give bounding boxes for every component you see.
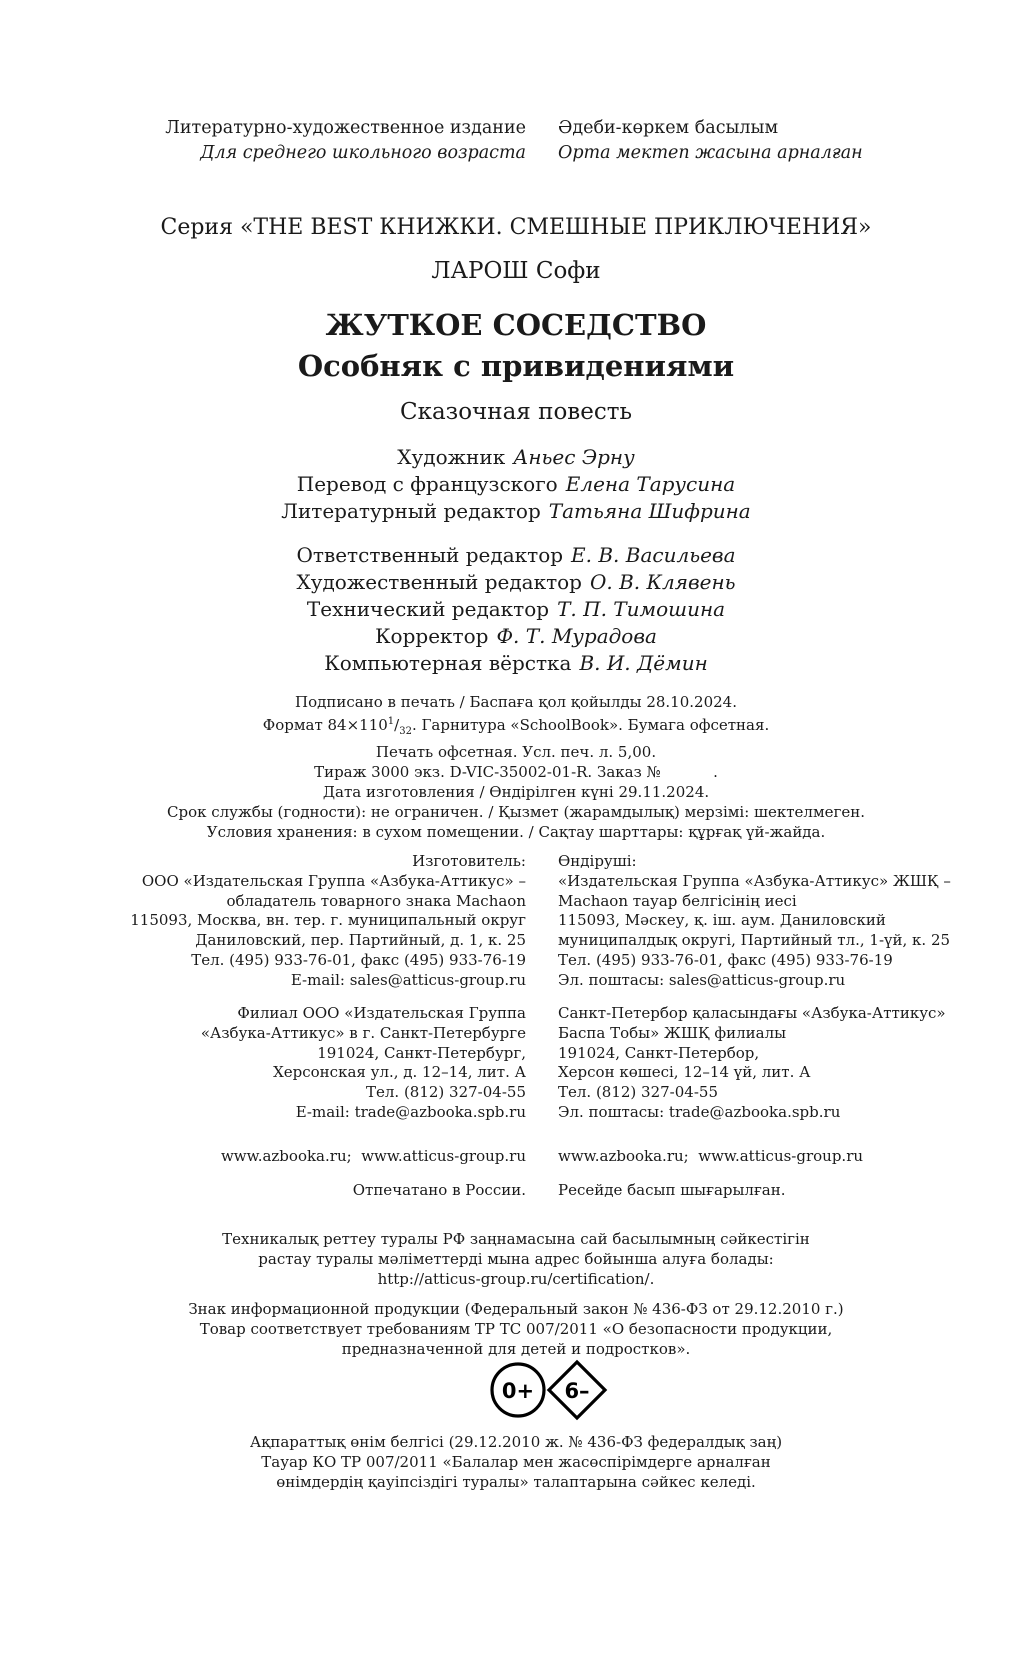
signed-date: Подписано в печать / Баспаға қол қойылды 28.10.2024. (295, 693, 737, 711)
text-line: Даниловский, пер. Партийный, д. 1, к. 25 (195, 931, 526, 950)
credit-person: Аньес Эрну (513, 445, 635, 469)
credit-role: Корректор (375, 624, 489, 648)
service-life: Срок службы (годности): не ограничен. / Қызмет (жарамдылық) мерзімі: шектелмеген. (167, 803, 865, 821)
websites-kz[interactable]: www.azbooka.ru; www.atticus-group.ru (558, 1147, 864, 1165)
credit-person: Татьяна Шифрина (548, 499, 751, 523)
printed-ru-col (56, 1181, 526, 1201)
text-line: Баспа Тобы» ЖШҚ филиалы (558, 1023, 787, 1042)
credit-row (0, 542, 1032, 569)
format-line: Формат $84\times 110^1/_{32}$. Гарнитура «SchoolBook». Бумага офсетная. (262, 716, 770, 737)
info-sign-ru (0, 1299, 1032, 1359)
manufacturer-kz (558, 852, 1028, 991)
text-line: ООО «Издательская Группа «Азбука-Аттикус» – (141, 871, 526, 890)
series-name: Серия «THE BEST КНИЖКИ. СМЕШНЫЕ ПРИКЛЮЧЕНИЯ» (160, 215, 872, 240)
age-badges-svg (488, 1359, 608, 1421)
text-line: муниципалдық округі, Партийный тл., 1-үй, к. 25 (558, 931, 951, 950)
text-line: растау туралы мәліметтерді мына адрес бойынша алуға болады: (258, 1250, 774, 1268)
websites-ru-col (56, 1147, 526, 1167)
certification-link[interactable]: http://atticus-group.ru/certification/. (377, 1270, 655, 1288)
book-genre: Сказочная повесть (399, 399, 632, 425)
certification-note (0, 1229, 1032, 1289)
text-line: 191024, Санкт-Петербор, (558, 1043, 760, 1062)
credit-role: Ответственный редактор (296, 543, 564, 567)
text-line: E-mail: trade@azbooka.spb.ru (295, 1102, 526, 1121)
text-line: обладатель товарного знака Machaon (226, 891, 526, 910)
text-line: 115093, Мәскеу, қ. іш. аум. Даниловский (558, 911, 886, 930)
text-line: Товар соответствует требованиям ТР ТС 007/2011 «О безопасности продукции, (199, 1320, 833, 1338)
text-line: Санкт-Петербор қаласындағы «Азбука-Аттикус» (558, 1004, 946, 1022)
print-type: Печать офсетная. Усл. печ. л. 5,00. (375, 743, 657, 761)
text-line: Изготовитель: (412, 852, 526, 870)
circulation: Тираж 3000 экз. D-VIC-35002-01-R. Заказ № . (314, 763, 718, 781)
storage-conditions: Условия хранения: в сухом помещении. / Сақтау шарттары: құрғақ үй-жайда. (206, 823, 826, 841)
text-line: Эл. поштасы: trade@azbooka.spb.ru (558, 1102, 841, 1121)
credit-role: Компьютерная вёрстка (324, 651, 572, 675)
text-line: Өндіруші: (558, 852, 637, 870)
age-circle-label: 0+ (501, 1379, 535, 1403)
edition-type-kz: Әдеби-көркем басылым (558, 118, 779, 138)
text-line: предназначенной для детей и подростков». (341, 1340, 691, 1358)
text-line: Ақпараттық өнім белгісі (29.12.2010 ж. № 436-ФЗ федералдық заң) (249, 1433, 783, 1451)
book-title: ЖУТКОЕ СОСЕДСТВО (325, 308, 707, 342)
credit-row (0, 498, 1032, 525)
branch-ru (56, 1004, 526, 1123)
printed-in-kz: Ресейде басып шығарылған. (558, 1181, 786, 1199)
branch-kz (558, 1004, 1028, 1123)
credit-role: Художественный редактор (296, 570, 582, 594)
age-group-ru: Для среднего школьного возраста (200, 143, 526, 163)
text-line: Machaon тауар белгісінің иесі (558, 891, 797, 910)
print-details (0, 692, 1032, 842)
credit-role: Художник (397, 445, 506, 469)
credit-row (0, 650, 1032, 677)
websites-ru[interactable]: www.azbooka.ru; www.atticus-group.ru (220, 1147, 526, 1165)
edition-header-ru (106, 116, 526, 166)
text-line: Херсонская ул., д. 12–14, лит. А (273, 1063, 526, 1082)
printed-in-ru: Отпечатано в России. (352, 1181, 526, 1199)
credit-person: В. И. Дёмин (579, 651, 708, 675)
manufacture-date: Дата изготовления / Өндірілген күні 29.11.2024. (322, 783, 710, 801)
format-typeface: . Гарнитура «SchoolBook». Бумага офсетная. (411, 716, 770, 734)
author-name: ЛАРОШ Софи (431, 258, 601, 284)
credit-role: Технический редактор (306, 597, 550, 621)
text-line: Тел. (495) 933-76-01, факс (495) 933-76-19 (191, 950, 526, 969)
text-line: Херсон көшесі, 12–14 үй, лит. А (558, 1063, 811, 1082)
edition-type-ru: Литературно-художественное издание (165, 118, 526, 138)
text-line: Эл. поштасы: sales@atticus-group.ru (558, 970, 846, 989)
text-line: «Азбука-Аттикус» в г. Санкт-Петербурге (200, 1023, 526, 1042)
credit-role: Литературный редактор (281, 499, 541, 523)
printed-kz-col (558, 1181, 1028, 1201)
text-line: «Издательская Группа «Азбука-Аттикус» ЖШҚ – (558, 871, 951, 890)
credit-row (0, 623, 1032, 650)
age-rating-badges (488, 1359, 608, 1421)
credit-row (0, 444, 1032, 471)
credit-role: Перевод с французского (296, 472, 558, 496)
age-group-kz: Орта мектеп жасына арналған (558, 143, 863, 163)
info-sign-kz (0, 1432, 1032, 1492)
text-line: Тел. (812) 327-04-55 (558, 1083, 718, 1102)
format-fraction-num: 1 (387, 716, 395, 727)
format-fraction-den: 32 (399, 726, 412, 737)
text-line: Техникалық реттеу туралы РФ заңнамасына сай басылымның сәйкестігін (222, 1230, 810, 1248)
credit-person: О. В. Клявень (589, 570, 736, 594)
text-line: Тауар КО ТР 007/2011 «Балалар мен жасөспірімдерге арналған (261, 1453, 771, 1471)
credits-editorial (0, 542, 1032, 677)
credit-row (0, 569, 1032, 596)
text-line: E-mail: sales@atticus-group.ru (290, 970, 526, 989)
credit-person: Т. П. Тимошина (557, 597, 726, 621)
text-line: Знак информационной продукции (Федеральный закон № 436-ФЗ от 29.12.2010 г.) (188, 1300, 844, 1318)
text-line: Тел. (812) 327-04-55 (366, 1083, 526, 1102)
book-subtitle: Особняк с привидениями (297, 349, 735, 383)
format-text: Формат 84×110 (262, 716, 388, 734)
credit-person: Е. В. Васильева (571, 543, 736, 567)
credits-creative (0, 444, 1032, 525)
text-line: Тел. (495) 933-76-01, факс (495) 933-76-19 (558, 950, 893, 969)
text-line: 115093, Москва, вн. тер. г. муниципальный округ (130, 911, 526, 930)
credit-row (0, 471, 1032, 498)
edition-header-kz (558, 116, 978, 166)
text-line: өнімдердің қауіпсіздігі туралы» талаптарына сәйкес келеді. (276, 1473, 756, 1491)
text-line: 191024, Санкт-Петербург, (317, 1043, 526, 1062)
manufacturer-ru (56, 852, 526, 991)
credit-row (0, 596, 1032, 623)
websites-kz-col (558, 1147, 1028, 1167)
text-line: Филиал ООО «Издательская Группа (237, 1004, 526, 1022)
credit-person: Елена Тарусина (565, 472, 736, 496)
age-diamond-label: 6– (564, 1379, 590, 1403)
credit-person: Ф. Т. Мурадова (496, 624, 657, 648)
